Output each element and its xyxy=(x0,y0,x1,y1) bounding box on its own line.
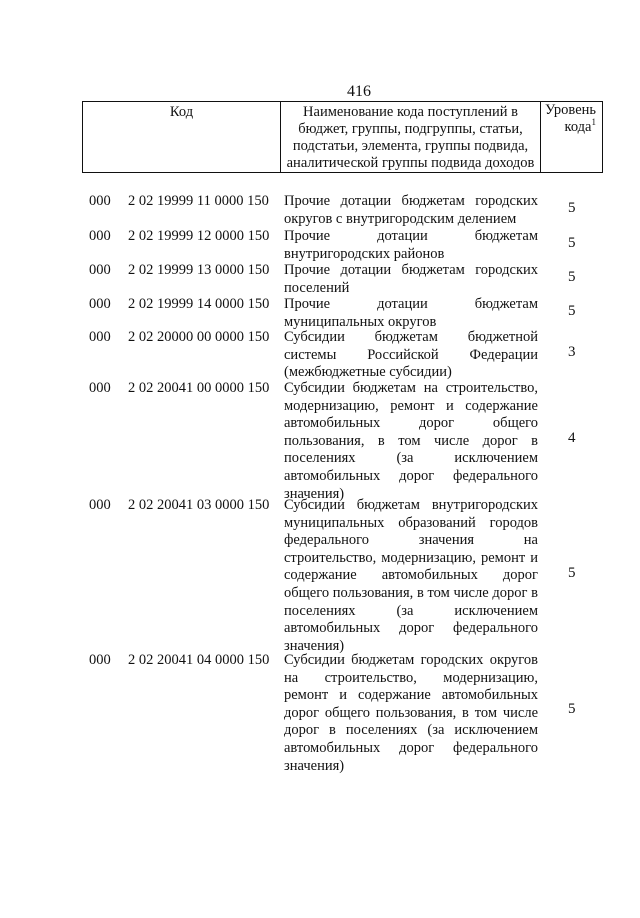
row-name-line: содержание автомобильных дорог xyxy=(284,567,538,584)
header-level-label: Уровень кода xyxy=(544,102,596,135)
table-header xyxy=(82,101,603,173)
header-level-footnote: 1 xyxy=(591,117,596,128)
row-name xyxy=(284,652,538,775)
row-name-line: поселениях (за исключением xyxy=(284,602,538,619)
row-name-line: поселениях (за исключением xyxy=(284,450,538,467)
row-income-code: 2 02 20041 03 0000 150 xyxy=(128,497,270,513)
row-admin-code: 000 xyxy=(89,380,111,396)
row-name-line: автомобильных дорог федерального xyxy=(284,739,538,756)
row-name-line: автомобильных дорог федерального xyxy=(284,620,538,637)
row-name-line: значения) xyxy=(284,637,345,654)
row-level: 5 xyxy=(568,269,576,285)
row-name-line: дорог общего пользования, в том числе xyxy=(284,704,538,721)
row-name-line: внутригородских районов xyxy=(284,245,445,262)
row-name xyxy=(284,296,538,331)
row-name-line: автомобильных дорог федерального xyxy=(284,467,538,484)
row-name-line: системы Российской Федерации xyxy=(284,346,538,363)
row-level: 5 xyxy=(568,701,576,717)
row-name-line: значения) xyxy=(284,485,345,502)
row-name-line: Субсидии бюджетам бюджетной xyxy=(284,329,538,345)
row-income-code: 2 02 19999 12 0000 150 xyxy=(128,228,270,244)
row-name-line: Субсидии бюджетам городских округов xyxy=(284,652,538,668)
row-name-line: Субсидии бюджетам внутригородских xyxy=(284,497,538,513)
row-admin-code: 000 xyxy=(89,329,111,345)
row-income-code: 2 02 19999 11 0000 150 xyxy=(128,193,269,209)
row-income-code: 2 02 20000 00 0000 150 xyxy=(128,329,270,345)
row-name-line: строительство, модернизацию, ремонт и xyxy=(284,549,538,566)
row-name xyxy=(284,497,538,655)
header-level xyxy=(541,102,602,172)
header-name: Наименование кода поступлений в бюджет, группы, подгруппы, статьи, подстатьи, элемента, группы подвида, аналитической группы подвида доходов xyxy=(281,102,541,172)
row-name-line: автомобильных дорог общего xyxy=(284,415,538,432)
row-name-line: Прочие дотации бюджетам городских xyxy=(284,262,538,278)
row-admin-code: 000 xyxy=(89,497,111,513)
row-level: 5 xyxy=(568,235,576,251)
row-admin-code: 000 xyxy=(89,228,111,244)
row-admin-code: 000 xyxy=(89,193,111,209)
row-income-code: 2 02 20041 04 0000 150 xyxy=(128,652,270,668)
row-name-line: муниципальных округов xyxy=(284,313,437,330)
page-number: 416 xyxy=(347,83,371,100)
row-name-line: дорог в поселениях (за исключением xyxy=(284,722,538,739)
row-name-line: ремонт и содержание автомобильных xyxy=(284,687,538,704)
row-name-line: округов с внутригородским делением xyxy=(284,210,517,227)
row-name-line: на строительство, модернизацию, xyxy=(284,669,538,686)
row-name xyxy=(284,262,538,297)
row-name-line: Субсидии бюджетам на строительство, xyxy=(284,380,538,396)
row-admin-code: 000 xyxy=(89,652,111,668)
row-name-line: Прочие дотации бюджетам xyxy=(284,296,538,312)
row-income-code: 2 02 20041 00 0000 150 xyxy=(128,380,270,396)
row-name-line: пользования, в том числе дорог в xyxy=(284,432,538,449)
row-income-code: 2 02 19999 14 0000 150 xyxy=(128,296,270,312)
row-level: 5 xyxy=(568,565,576,581)
row-name xyxy=(284,380,538,503)
row-level: 4 xyxy=(568,430,576,446)
row-level: 5 xyxy=(568,200,576,216)
row-name-line: поселений xyxy=(284,279,350,296)
row-name-line: модернизацию, ремонт и содержание xyxy=(284,397,538,414)
row-name-line: (межбюджетные субсидии) xyxy=(284,364,452,381)
row-name-line: федерального значения на xyxy=(284,532,538,549)
row-name-line: муниципальных образований городов xyxy=(284,514,538,531)
row-level: 3 xyxy=(568,344,576,360)
row-admin-code: 000 xyxy=(89,262,111,278)
header-code: Код xyxy=(83,102,281,172)
row-income-code: 2 02 19999 13 0000 150 xyxy=(128,262,270,278)
row-name-line: Прочие дотации бюджетам городских xyxy=(284,193,538,209)
row-name xyxy=(284,228,538,263)
row-admin-code: 000 xyxy=(89,296,111,312)
row-level: 5 xyxy=(568,303,576,319)
row-name xyxy=(284,193,538,228)
row-name-line: общего пользования, в том числе дорог в xyxy=(284,584,538,601)
row-name xyxy=(284,329,538,382)
row-name-line: Прочие дотации бюджетам xyxy=(284,228,538,244)
row-name-line: значения) xyxy=(284,757,345,774)
